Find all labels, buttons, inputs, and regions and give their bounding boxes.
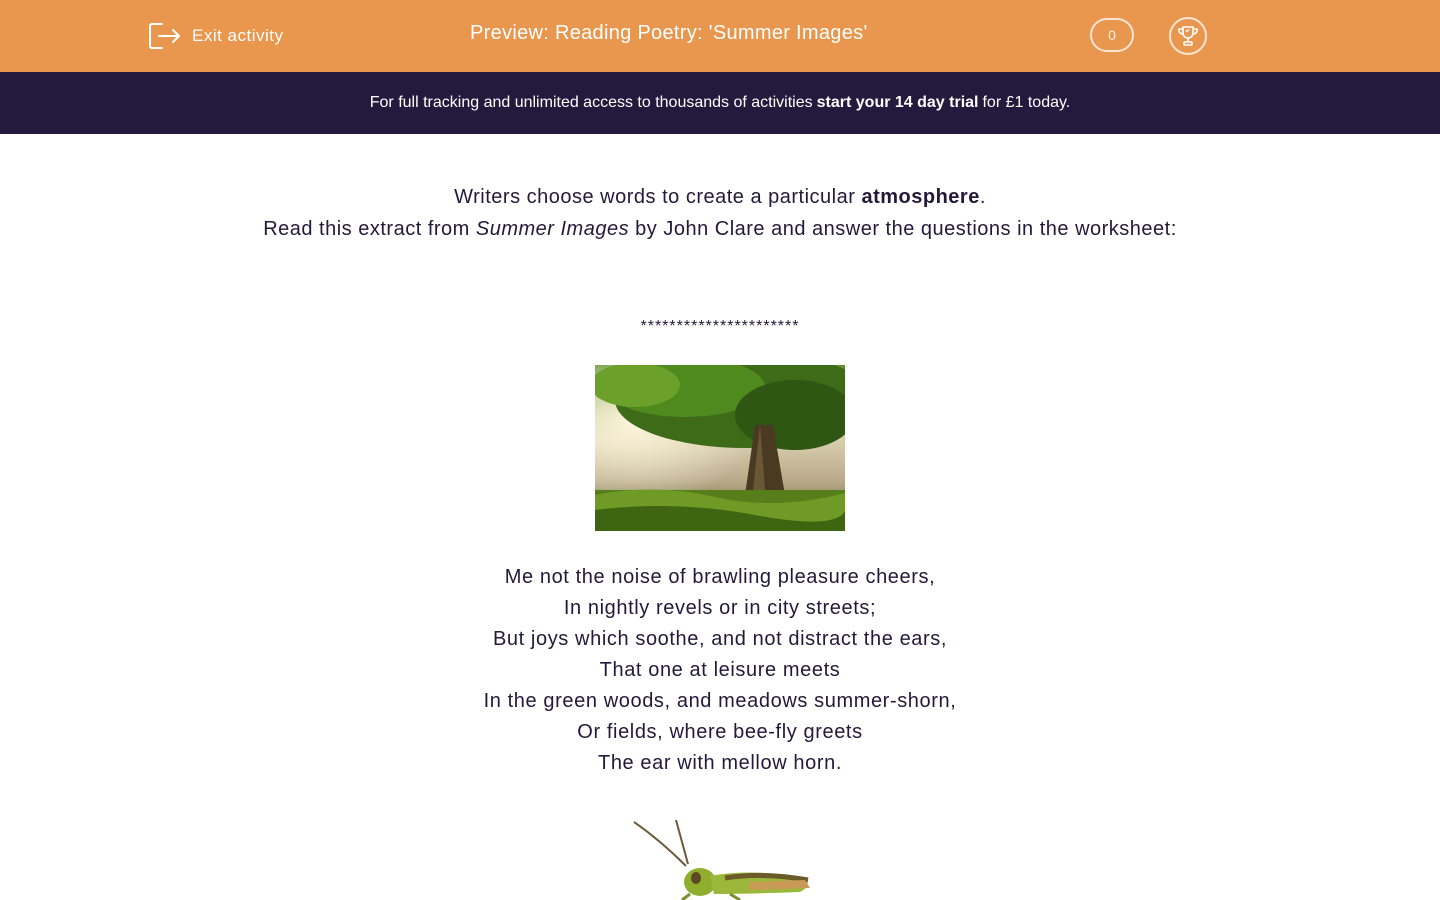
poem-line: Me not the noise of brawling pleasure cheers, <box>504 566 936 588</box>
trial-banner <box>0 72 1440 134</box>
banner-text-before: For full tracking and unlimited access to thousands of activities <box>369 94 813 111</box>
start-trial-link[interactable]: start your 14 day trial <box>816 94 979 111</box>
poem-line: In the green woods, and meadows summer-shorn, <box>483 690 957 712</box>
top-bar <box>0 0 1440 72</box>
poem-line: In nightly revels or in city streets; <box>563 597 877 619</box>
score-badge: 0 <box>1090 18 1134 52</box>
poem-line: But joys which soothe, and not distract the ears, <box>492 628 948 650</box>
instruction-text: Read this extract from <box>263 218 476 240</box>
instruction-line-2 <box>0 213 1440 245</box>
poem-extract <box>0 562 1440 779</box>
poem-title: Summer Images <box>475 218 630 240</box>
exit-activity-label: Exit activity <box>192 26 284 45</box>
poem-line: Or fields, where bee-fly greets <box>577 721 863 743</box>
poem-line: That one at leisure meets <box>599 659 841 681</box>
poem-line: The ear with mellow horn. <box>598 752 842 774</box>
instruction-text: by John Clare and answer the questions in the worksheet: <box>629 218 1177 240</box>
separator: ********************** <box>640 318 800 335</box>
keyword-atmosphere: atmosphere <box>861 186 980 208</box>
instructions <box>0 181 1440 245</box>
trophy-icon <box>1176 24 1200 48</box>
page-title: Preview: Reading Poetry: 'Summer Images' <box>470 22 868 44</box>
tree-meadow-image <box>595 365 845 531</box>
instruction-line-1 <box>0 181 1440 213</box>
trophy-button[interactable] <box>1169 17 1207 55</box>
instruction-text: . <box>979 186 986 208</box>
grasshopper-image <box>630 820 820 900</box>
banner-text-after: for £1 today. <box>982 94 1071 111</box>
instruction-text: Writers choose words to create a particular <box>454 186 862 208</box>
activity-content <box>0 134 1440 779</box>
exit-activity-button[interactable] <box>148 20 284 52</box>
exit-icon <box>148 21 182 51</box>
